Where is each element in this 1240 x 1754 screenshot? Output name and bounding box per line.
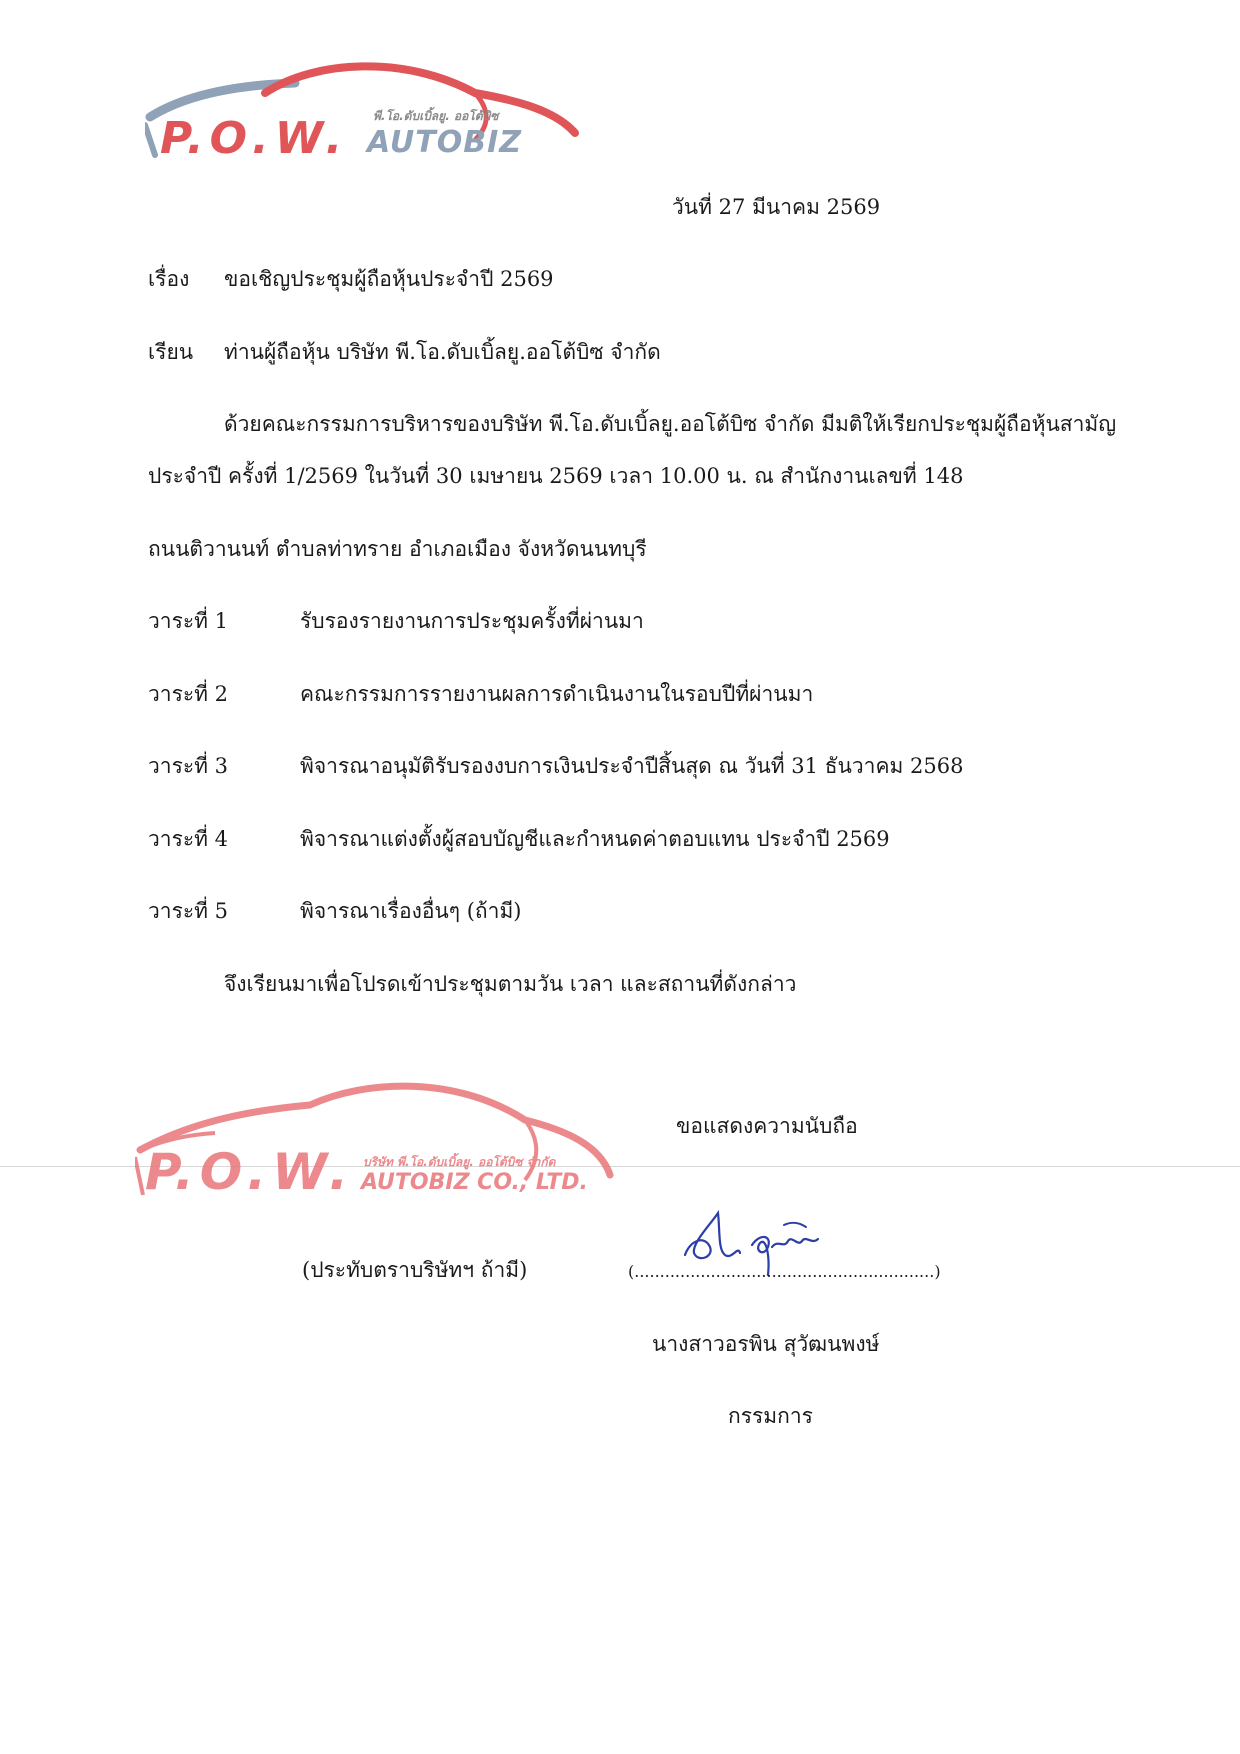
body-line-1: ด้วยคณะกรรมการบริหารของบริษัท พี.โอ.ดับเบิ้ลยู.ออโต้บิซ จำกัด มีมติให้เรียกประชุมผู้ถือหุ้นสามัญ: [224, 412, 1117, 436]
agenda-text-3: พิจารณาอนุมัติรับรองงบการเงินประจำปีสิ้นสุด ณ วันที่ 31 ธันวาคม 2568: [300, 754, 964, 778]
agenda-text-4: พิจารณาแต่งตั้งผู้สอบบัญชีและกำหนดค่าตอบแทน ประจำปี 2569: [300, 827, 890, 851]
signer-name: นางสาวอรพิน สุวัฒนพงษ์: [652, 1332, 880, 1356]
agenda-text-2: คณะกรรมการรายงานผลการดำเนินงานในรอบปีที่ผ่านมา: [300, 682, 814, 706]
stamp-caption: (ประทับตราบริษัทฯ ถ้ามี): [302, 1258, 528, 1282]
header-logo-thai-name: พี.โอ.ดับเบิ้ลยู. ออโต้บิซ: [373, 109, 499, 123]
agenda-label-3: วาระที่ 3: [148, 754, 229, 778]
recipient-text: ท่านผู้ถือหุ้น บริษัท พี.โอ.ดับเบิ้ลยู.ออโต้บิซ จำกัด: [224, 340, 661, 364]
agenda-label-2: วาระที่ 2: [148, 682, 229, 706]
closing-text: จึงเรียนมาเพื่อโปรดเข้าประชุมตามวัน เวลา และสถานที่ดังกล่าว: [224, 972, 797, 996]
header-logo: [145, 55, 585, 175]
subject-label: เรื่อง: [148, 267, 190, 291]
body-line-3: ถนนติวานนท์ ตำบลท่าทราย อำเภอเมือง จังหวัดนนทบุรี: [148, 537, 647, 561]
header-logo-product: AUTOBIZ: [367, 125, 522, 160]
agenda-label-4: วาระที่ 4: [148, 827, 229, 851]
stamp-brand: P.O.W.: [145, 1143, 354, 1201]
regards-text: ขอแสดงความนับถือ: [676, 1114, 858, 1138]
agenda-text-1: รับรองรายงานการประชุมครั้งที่ผ่านมา: [300, 609, 644, 633]
subject-text: ขอเชิญประชุมผู้ถือหุ้นประจำปี 2569: [224, 267, 554, 291]
stamp-thai-name: บริษัท พี.โอ.ดับเบิ้ลยู. ออโต้บิซ จำกัด: [363, 1155, 556, 1169]
recipient-label: เรียน: [148, 340, 194, 364]
letter-date: วันที่ 27 มีนาคม 2569: [672, 195, 881, 219]
signature-line: (...........................................................): [628, 1262, 941, 1281]
agenda-text-5: พิจารณาเรื่องอื่นๆ (ถ้ามี): [300, 899, 522, 923]
signer-title: กรรมการ: [728, 1404, 813, 1428]
agenda-label-1: วาระที่ 1: [148, 609, 229, 633]
header-logo-brand: P.O.W.: [160, 113, 349, 164]
company-stamp: [135, 1075, 615, 1210]
agenda-label-5: วาระที่ 5: [148, 899, 229, 923]
body-line-2: ประจำปี ครั้งที่ 1/2569 ในวันที่ 30 เมษายน 2569 เวลา 10.00 น. ณ สำนักงานเลขที่ 148: [148, 464, 964, 488]
stamp-product: AUTOBIZ CO., LTD.: [361, 1170, 588, 1195]
